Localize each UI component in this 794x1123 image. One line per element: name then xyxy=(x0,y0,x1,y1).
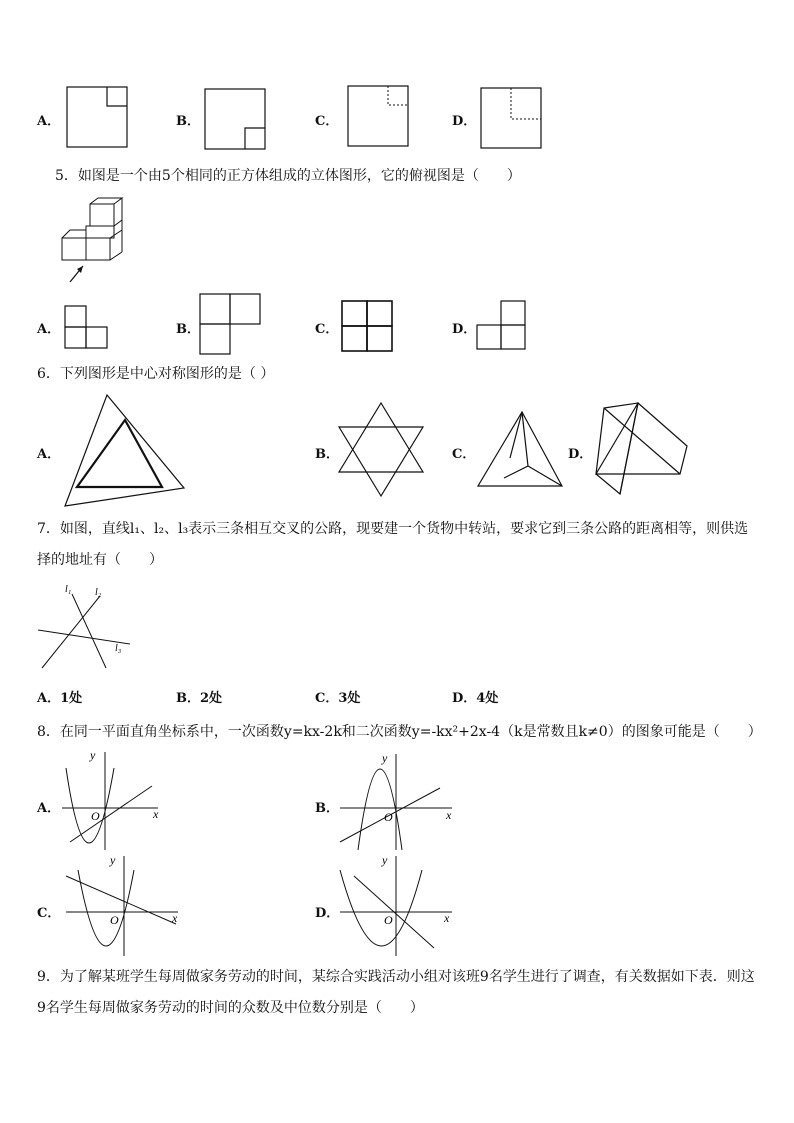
q8-d-origin: O xyxy=(384,913,393,927)
q6-option-d-figure xyxy=(594,400,690,498)
q5-label-a: A． xyxy=(37,322,61,337)
q8-d-x-label: x xyxy=(444,911,450,925)
q7-text-line1: 7．如图，直线l₁、l₂、l₃表示三条相互交叉的公路，现要建一个货物中转站，要求它到三条公路的距离相等，则供选 xyxy=(37,521,749,537)
q5-label-c: C． xyxy=(315,322,339,337)
q5-option-d-figure xyxy=(476,300,526,350)
q7-label-l2: l₂ xyxy=(95,587,102,598)
q5-option-a-figure xyxy=(64,305,108,349)
q8-a-origin: O xyxy=(91,809,100,823)
q5-label-b: B． xyxy=(176,322,200,337)
q4-label-c: C． xyxy=(315,114,339,129)
q4-option-b-figure xyxy=(204,88,266,150)
q6-option-a-figure xyxy=(62,392,187,510)
q8-a-y-label: y xyxy=(90,748,96,762)
q4-option-d-figure xyxy=(480,87,542,149)
q6-text: 6．下列图形是中心对称图形的是（ ） xyxy=(37,366,275,382)
q4-option-c-figure xyxy=(347,85,409,147)
q8-c-y-label: y xyxy=(110,853,116,867)
q8-graph-d xyxy=(336,852,460,958)
q6-label-d: D． xyxy=(568,447,593,462)
q7-label-l3: l₃ xyxy=(115,643,122,654)
q8-d-y-label: y xyxy=(382,853,388,867)
q5-option-c-figure xyxy=(341,300,393,352)
q8-b-origin: O xyxy=(384,810,393,824)
q8-label-d: D． xyxy=(315,906,340,921)
q8-c-x-label: x xyxy=(172,911,178,925)
q5-text: 5．如图是一个由5个相同的正方体组成的立体图形，它的俯视图是（ ） xyxy=(55,168,521,184)
q6-label-c: C． xyxy=(452,447,476,462)
q7-option-b: B．2处 xyxy=(176,691,223,706)
q7-option-a: A．1处 xyxy=(37,691,83,706)
q5-option-b-figure xyxy=(199,293,261,355)
q8-b-x-label: x xyxy=(446,808,452,822)
q4-label-d: D． xyxy=(452,114,477,129)
q6-option-b-figure xyxy=(336,400,426,498)
q4-label-a: A． xyxy=(37,114,61,129)
q7-option-c: C．3处 xyxy=(315,691,361,706)
q8-graph-c xyxy=(62,852,186,958)
q4-option-a-figure xyxy=(66,86,128,148)
q8-graph-b xyxy=(336,748,460,852)
q8-a-x-label: x xyxy=(153,807,159,821)
q8-b-y-label: y xyxy=(382,751,388,765)
q8-text: 8．在同一平面直角坐标系中，一次函数y=kx-2k和二次函数y=-kx²+2x-4（k是常数且k≠0）的图象可能是（ ） xyxy=(37,724,762,740)
q9-text-line2: 9名学生每周做家务劳动的时间的众数及中位数分别是（ ） xyxy=(37,1000,424,1016)
q8-label-b: B． xyxy=(315,801,339,816)
q6-label-a: A． xyxy=(37,447,61,462)
q8-c-origin: O xyxy=(110,913,119,927)
q5-cube-figure xyxy=(56,196,128,288)
q8-graph-a xyxy=(58,748,168,852)
q5-label-d: D． xyxy=(452,322,477,337)
q8-label-a: A． xyxy=(37,801,61,816)
q6-label-b: B． xyxy=(315,447,339,462)
q6-option-c-figure xyxy=(476,410,566,490)
q8-label-c: C． xyxy=(37,906,61,921)
q7-option-d: D．4处 xyxy=(452,691,499,706)
q7-lines-figure xyxy=(36,580,136,672)
q7-text-line2: 择的地址有（ ） xyxy=(37,552,163,568)
q7-label-l1: l₁ xyxy=(65,584,72,595)
q4-label-b: B． xyxy=(176,114,200,129)
q9-text-line1: 9．为了解某班学生每周做家务劳动的时间，某综合实践活动小组对该班9名学生进行了调查，有关数据如下表．则这 xyxy=(37,969,755,985)
